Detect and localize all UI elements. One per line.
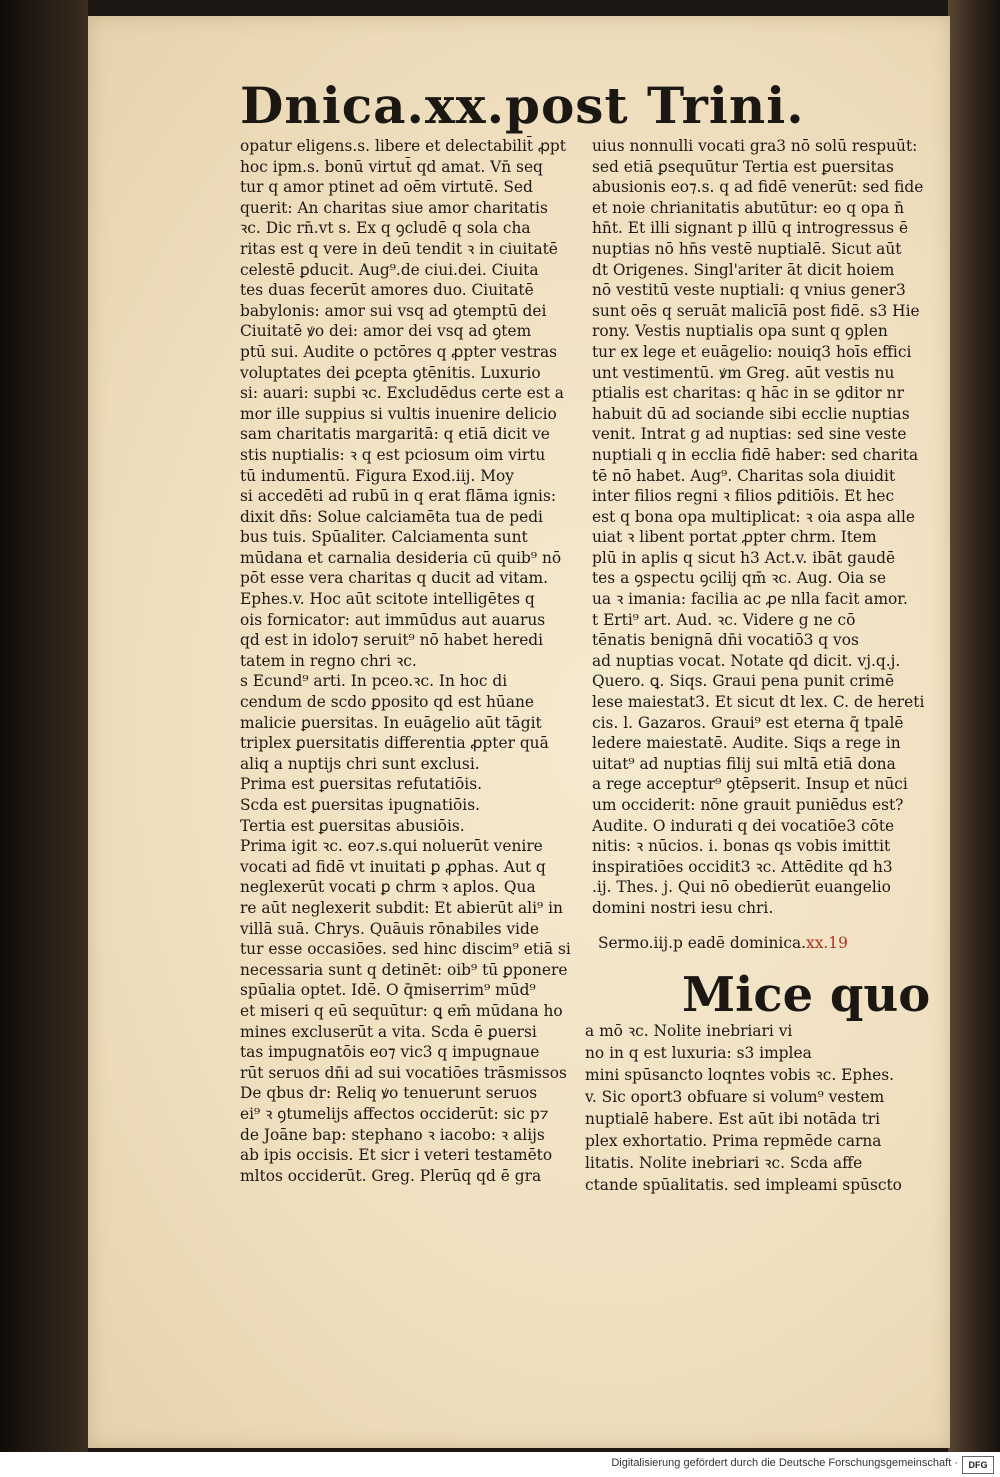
text-line: Ephes.v. Hoc aūt scitote intelligētes q	[240, 590, 535, 609]
text-line: babylonis: amor sui vsq ad ꝯtemptū dei	[240, 301, 547, 320]
text-line: tū indumentū. Figura Exod.iij. Moy	[240, 466, 514, 485]
text-line: dt Origenes. Singl'ariter āt dicit hoiem	[592, 260, 895, 279]
sermon-text	[585, 1020, 935, 1196]
text-line: sunt oēs q seruāt malicīā post fidē. s3 Hie	[592, 301, 920, 320]
folio-number: xx.19	[806, 934, 848, 952]
text-line: v. Sic oport3 obfuare si volum⁹ vestem	[585, 1088, 885, 1106]
text-line: habuit dū ad sociande sibi ecclie nuptias	[592, 404, 910, 423]
text-line: nitis: ꝛ nūcios. i. bonas qs vobis imittit	[592, 837, 891, 856]
text-line: tē nō habet. Aug⁹. Charitas sola diuidit	[592, 466, 896, 485]
text-line: Scda est ꝑuersitas ipugnatiōis.	[240, 796, 480, 814]
sermon-heading-text: Sermo.iij.p eadē dominica.	[598, 934, 807, 952]
text-line: lese maiestat3. Et sicut dt lex. C. de hereti	[592, 693, 925, 712]
text-line: tes duas fecerūt amores duo. Ciuitatē	[240, 281, 534, 300]
text-line: Audite. O indurati q dei vocatiōe3 cōte	[592, 816, 895, 835]
text-line: nuptias nō hn̄s vestē nuptialē. Sicut aūt	[592, 239, 902, 258]
text-line: domini nostri iesu chri.	[592, 898, 774, 917]
footer-credit: Digitalisierung gefördert durch die Deutsche Forschungsgemeinschaft ·	[611, 1457, 958, 1469]
right-text-column	[592, 136, 937, 919]
text-line: mini spūsancto loqntes vobis ꝛc. Ephes.	[585, 1066, 895, 1084]
text-line: celestē ꝑducit. Aug⁹.de ciui.dei. Ciuita	[240, 260, 539, 279]
text-line: qd est in idolo⁊ seruit⁹ nō habet heredi	[240, 631, 544, 650]
text-line: plū in aplis q sicut h3 Act.v. ibāt gaudē	[592, 548, 896, 567]
page-title: Dnica.xx.post Trini.	[240, 76, 805, 135]
text-line: tur ex lege et euāgelio: nouiq3 hoīs effici	[592, 342, 912, 361]
text-line: inspiratiōes occidit3 ꝛc. Attēdite qd h3	[592, 857, 893, 876]
text-line: bus tuis. Spūaliter. Calciamenta sunt	[240, 528, 528, 547]
text-line: ei⁹ ꝛ ꝯtumelijs affectos occiderūt: sic p⁊	[240, 1104, 549, 1123]
text-line: querit: An charitas siue amor charitatis	[240, 198, 548, 217]
text-line: sed etiā ꝑsequūtur Tertia est ꝑuersitas	[592, 157, 894, 176]
text-line: spūalia optet. Idē. O q̄miserrim⁹ mūd⁹	[240, 981, 536, 1000]
text-line: um occiderit: nōne grauit puniēdus est?	[592, 796, 904, 814]
left-text-column	[240, 136, 575, 1186]
text-line: rony. Vestis nuptialis opa sunt q ꝯplen	[592, 322, 888, 341]
text-line: si accedēti ad rubū in q erat flāma ignis:	[240, 487, 557, 506]
text-line: ad nuptias vocat. Notate qd dicit. vj.q.j.	[592, 651, 901, 670]
text-line: t Erti⁹ art. Aud. ꝛc. Videre g ne cō	[592, 610, 856, 629]
text-line: ua ꝛ imania: facilia ac ꝓe nlla facit amor.	[592, 590, 908, 609]
text-line: unt vestimentū. ꝟm Greg. aūt vestis nu	[592, 363, 895, 382]
text-line: De qbus dr: Reliq ꝟo tenuerunt seruos	[240, 1084, 538, 1103]
text-line: aliq a nuptijs chri sunt exclusi.	[240, 754, 480, 773]
text-line: et noie chrianitatis abutūtur: eo q opa n̄	[592, 198, 905, 217]
text-line: voluptates dei ꝑcepta ꝯtēnitis. Luxurio	[240, 363, 541, 382]
text-line: et miseri q eū sequūtur: ꝗ em̄ mūdana ho	[240, 1001, 563, 1020]
sermon-heading	[598, 930, 898, 956]
text-line: ptialis est charitas: q hāc in se ꝯditor nr	[592, 384, 904, 403]
text-line: cendum de scdo ꝑposito qd est hūane	[240, 693, 535, 712]
text-line: Quero. ꝗ. Siqs. Graui pena punit crimē	[592, 672, 895, 691]
text-line: est q bona opa multiplicat: ꝛ oia aspa alle	[592, 507, 915, 526]
text-line: re aūt neglexerit subdit: Et abierūt ali⁹ in	[240, 898, 563, 917]
text-line: hn̄t. Et illi signant p illū q introgressus ē	[592, 219, 909, 238]
text-line: ritas est q vere in deū tendit ꝛ in ciuitatē	[240, 239, 558, 258]
text-line: uius nonnulli vocati gra3 nō solū respuūt:	[592, 137, 918, 155]
text-line: ctande spūalitatis. sed impleami spūscto	[585, 1176, 902, 1194]
text-line: no in q est luxuria: s3 implea	[585, 1044, 812, 1062]
text-line: venit. Intrat g ad nuptias: sed sine veste	[592, 425, 907, 444]
text-line: neglexerūt vocati ꝑ chrm ꝛ aplos. Qua	[240, 878, 536, 897]
text-line: nō vestitū veste nuptiali: q vnius gener3	[592, 281, 906, 300]
text-line: tur esse occasiōes. sed hinc discim⁹ etiā si	[240, 940, 571, 959]
text-line: ꝛc. Dic rn̄.vt s. Ex q ꝯcludē q sola cha	[240, 219, 531, 238]
text-line: triplex ꝑuersitatis differentia ꝓpter quā	[240, 734, 549, 753]
text-line: mūdana et carnalia desideria cū quib⁹ nō	[240, 548, 562, 567]
text-line: ab ipis occisis. Et sicr i veteri testamēto	[240, 1146, 553, 1165]
digitization-footer	[0, 1452, 1000, 1477]
text-line: hoc ipm.s. bonū virtut̄ qd amat. Vn̄ seq	[240, 157, 543, 176]
text-line: tas impugnatōis eo⁊ vic3 q impugnaue	[240, 1043, 540, 1062]
book-gutter-left	[0, 0, 88, 1452]
text-line: stis nuptialis: ꝛ q est pciosum oim virtu	[240, 445, 546, 464]
text-line: rūt seruos dn̄i ad sui vocatiōes trāsmissos	[240, 1063, 567, 1082]
text-line: uitat⁹ ad nuptias filij sui mltā etiā dona	[592, 754, 896, 773]
text-line: de Joāne bap: stephano ꝛ iacobo: ꝛ alijs	[240, 1125, 545, 1144]
text-line: cis. l. Gazaros. Graui⁹ est eterna q̄ tpalē	[592, 713, 904, 732]
text-line: villā suā. Chrys. Quāuis rōnabiles vide	[240, 919, 539, 938]
text-line: ptū sui. Audite o pctōres q ꝓpter vestras	[240, 342, 558, 361]
text-line: tēnatis benignā dn̄i vocatiō3 q vos	[592, 631, 859, 650]
text-line: vocati ad fidē vt inuitati ꝑ ꝓphas. Aut q	[240, 857, 546, 876]
text-line: nuptiali q in ecclia fidē haber: sed charita	[592, 445, 919, 464]
text-line: ledere maiestatē. Audite. Siqs a rege in	[592, 734, 901, 753]
text-line: inter filios regni ꝛ filios ꝑditiōis. Et hec	[592, 487, 895, 506]
text-line: Prima est ꝑuersitas refutatiōis.	[240, 775, 483, 794]
text-line: opatur eligens.s. libere et delectabilit̄ ꝓpt	[240, 137, 566, 155]
text-line: mor ille suppius si vultis inuenire delicio	[240, 404, 557, 423]
text-line: litatis. Nolite inebriari ꝛc. Scda affe	[585, 1154, 863, 1172]
text-line: si: auari: supbi ꝛc. Excludēdus certe est a	[240, 384, 564, 403]
text-line: uiat ꝛ libent portat ꝓpter chrm. Item	[592, 528, 877, 547]
text-line: plex exhortatio. Prima repmēde carna	[585, 1132, 882, 1150]
text-line: sam charitatis margaritā: q etiā dicit ve	[240, 425, 550, 444]
text-line: nuptialē habere. Est aūt ibi notāda tri	[585, 1110, 881, 1128]
text-line: Ciuitatē ꝟo dei: amor dei vsq ad ꝯtem	[240, 322, 532, 341]
text-line: pōt esse vera charitas q ducit ad vitam.	[240, 569, 548, 588]
text-line: tatem in regno chri ꝛc.	[240, 651, 417, 670]
text-line: tur q amor ptinet ad oēm virtutē. Sed	[240, 178, 533, 197]
dfg-logo: DFG	[962, 1456, 994, 1474]
text-line: s Ecund⁹ arti. In pceo.ꝛc. In hoc di	[240, 672, 508, 691]
sermon-initial: Mice quo	[682, 967, 931, 1023]
book-edge-right	[948, 0, 1000, 1452]
text-line: a rege acceptur⁹ ꝯtēpserit. Insup et nūci	[592, 775, 908, 794]
text-line: necessaria sunt q detinēt: oib⁹ tū ꝑponere	[240, 960, 568, 979]
text-line: mines excluserūt a vita. Scda ē ꝑuersi	[240, 1022, 537, 1041]
text-line: dixit dn̄s: Solue calciamēta tua de pedi	[240, 507, 543, 526]
text-line: Tertia est ꝑuersitas abusiōis.	[240, 816, 465, 835]
text-line: malicie ꝑuersitas. In euāgelio aūt tāgit	[240, 713, 542, 732]
text-line: tes a ꝯspectu ꝯcilij qm̄ ꝛc. Aug. Oia se	[592, 569, 887, 588]
text-line: ois fornicator: aut immūdus aut auarus	[240, 610, 546, 629]
text-line: a mō ꝛc. Nolite inebriari vi	[585, 1022, 793, 1040]
text-line: .ij. Thes. j. Qui nō obedierūt euangelio	[592, 878, 891, 897]
text-line: Prima igit ꝛc. eo⁊.s.qui noluerūt venire	[240, 837, 543, 856]
text-line: abusionis eo⁊.s. q ad fidē venerūt: sed fide	[592, 178, 924, 197]
text-line: mltos occiderūt. Greg. Plerūq qd ē gra	[240, 1166, 542, 1185]
